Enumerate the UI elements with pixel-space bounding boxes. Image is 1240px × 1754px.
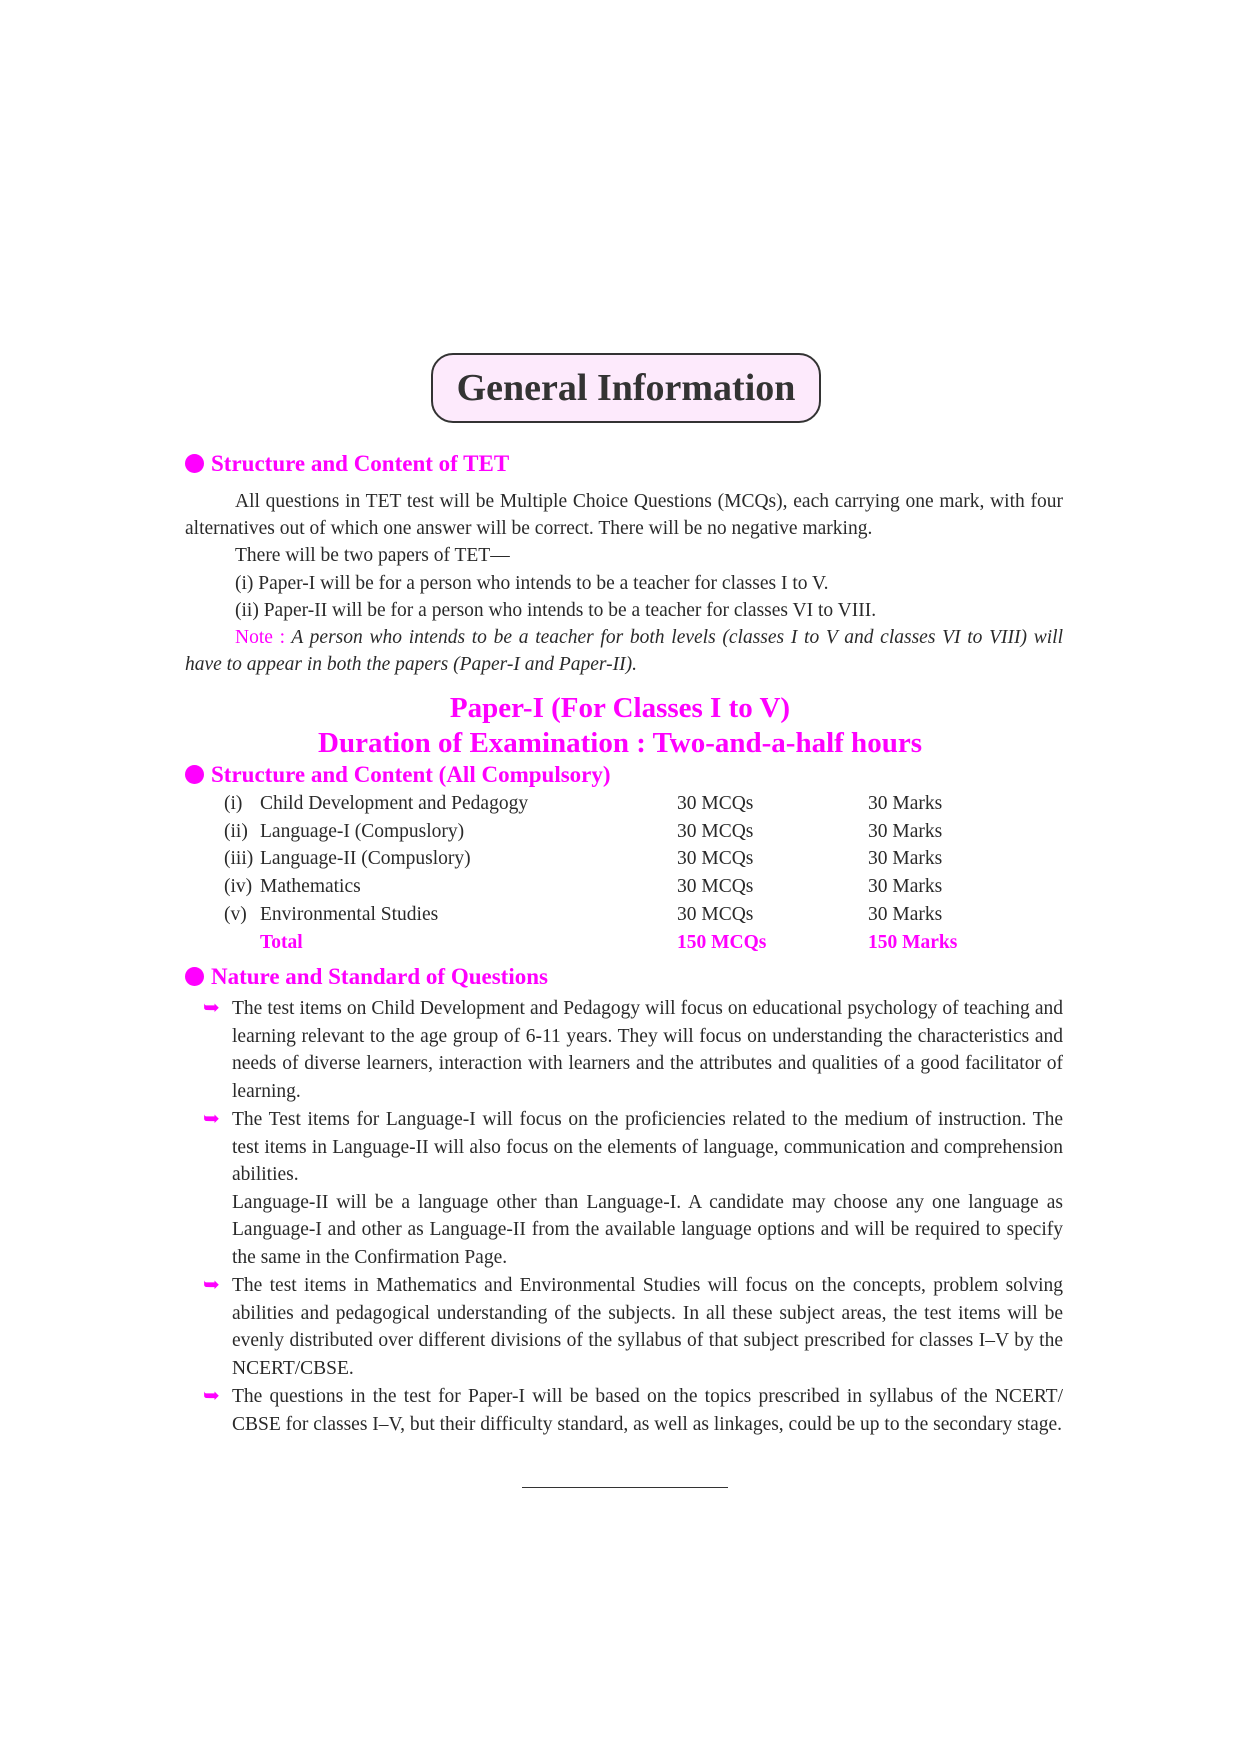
row-num: (i) — [224, 793, 243, 814]
duration-heading: Duration of Examination : Two-and-a-half hours — [318, 727, 922, 759]
table-row — [224, 848, 1024, 876]
row-mcqs: 30 MCQs — [677, 848, 754, 869]
arrow-bullet-icon: ➥ — [203, 997, 220, 1019]
total-label: Total — [260, 932, 303, 953]
row-marks: 30 Marks — [868, 904, 943, 925]
bullet-text-extra: Language-II will be a language other than Language-I. A candidate may choose any one language as Language-I and other as Language-II from the available language options and will be required to specify the same in the Confirmation Page. — [232, 1191, 1063, 1268]
bullet-item — [203, 995, 1063, 1105]
end-divider — [522, 1487, 728, 1488]
arrow-bullet-icon: ➥ — [203, 1385, 220, 1407]
bullet-item — [203, 1106, 1063, 1272]
bullet-item — [203, 1272, 1063, 1382]
row-subject: Language-I (Compuslory) — [260, 821, 465, 842]
row-marks: 30 Marks — [868, 848, 943, 869]
note-text: A person who intends to be a teacher for both levels (classes I to V and classes VI to VIII) will have to appear in both the papers (Paper-I and Paper-II). — [185, 627, 1063, 676]
row-subject: Language-II (Compuslory) — [260, 848, 471, 869]
list-item: (ii) Paper-II will be for a person who intends to be a teacher for classes VI to VIII. — [235, 599, 877, 621]
row-num: (iv) — [224, 876, 253, 897]
row-mcqs: 30 MCQs — [677, 793, 754, 814]
table-row — [224, 793, 1024, 821]
bullet-dot-icon — [185, 765, 204, 784]
row-num: (iii) — [224, 848, 254, 869]
section1-body — [185, 488, 1063, 678]
row-subject: Environmental Studies — [260, 904, 439, 925]
section-heading-structure-content: Structure and Content (All Compulsory) — [185, 762, 611, 788]
list-item: (i) Paper-I will be for a person who intends to be a teacher for classes I to V. — [235, 572, 829, 594]
row-marks: 30 Marks — [868, 876, 943, 897]
paragraph: There will be two papers of TET— — [235, 545, 510, 567]
bullet-text: The test items on Child Development and Pedagogy will focus on educational psychology of teaching and learning relevant to the age group of 6-11 years. They will focus on understanding the characteristics and needs of diverse learners, interaction with learners and the attributes and qualities of a good facilitator of learning. — [232, 998, 1063, 1102]
row-marks: 30 Marks — [868, 793, 943, 814]
row-mcqs: 30 MCQs — [677, 904, 754, 925]
bullet-item — [203, 1383, 1063, 1438]
table-row — [224, 876, 1024, 904]
bullet-dot-icon — [185, 967, 204, 986]
total-marks: 150 Marks — [868, 932, 958, 953]
note-label: Note : — [235, 627, 286, 649]
bullet-text: The Test items for Language-I will focus on the proficiencies related to the medium of instruction. The test items in Language-II will also focus on the elements of language, communication and comprehension abilities. — [232, 1109, 1063, 1186]
row-mcqs: 30 MCQs — [677, 821, 754, 842]
paper-heading: Paper-I (For Classes I to V) — [449, 692, 791, 724]
bullet-text: The test items in Mathematics and Environmental Studies will focus on the concepts, problem solving abilities and pedagogical understanding of the subjects. In all these subject areas, the test items will be evenly distributed over different divisions of the syllabus of that subject prescribed for classes I–V by the NCERT/CBSE. — [232, 1275, 1063, 1379]
table-total-row — [224, 932, 1024, 960]
section-heading-nature: Nature and Standard of Questions — [185, 964, 548, 990]
row-mcqs: 30 MCQs — [677, 876, 754, 897]
total-mcqs: 150 MCQs — [677, 932, 767, 953]
row-num: (v) — [224, 904, 247, 925]
row-num: (ii) — [224, 821, 248, 842]
table-row — [224, 821, 1024, 849]
row-subject: Child Development and Pedagogy — [260, 793, 529, 814]
arrow-bullet-icon: ➥ — [203, 1108, 220, 1130]
section-heading-structure-tet: Structure and Content of TET — [185, 451, 509, 477]
bullet-text: The questions in the test for Paper-I will be based on the topics prescribed in syllabus of the NCERT/ CBSE for classes I–V, but their difficulty standard, as well as linkages, could be up to the secondary stage. — [232, 1386, 1063, 1435]
page-title: General Information — [431, 353, 821, 423]
note — [185, 624, 1063, 678]
bullet-dot-icon — [185, 454, 204, 473]
row-subject: Mathematics — [260, 876, 361, 897]
table-row — [224, 904, 1024, 932]
paragraph: All questions in TET test will be Multiple Choice Questions (MCQs), each carrying one mark, with four alternatives out of which one answer will be correct. There will be no negative marking. — [185, 491, 1063, 540]
row-marks: 30 Marks — [868, 821, 943, 842]
arrow-bullet-icon: ➥ — [203, 1274, 220, 1296]
